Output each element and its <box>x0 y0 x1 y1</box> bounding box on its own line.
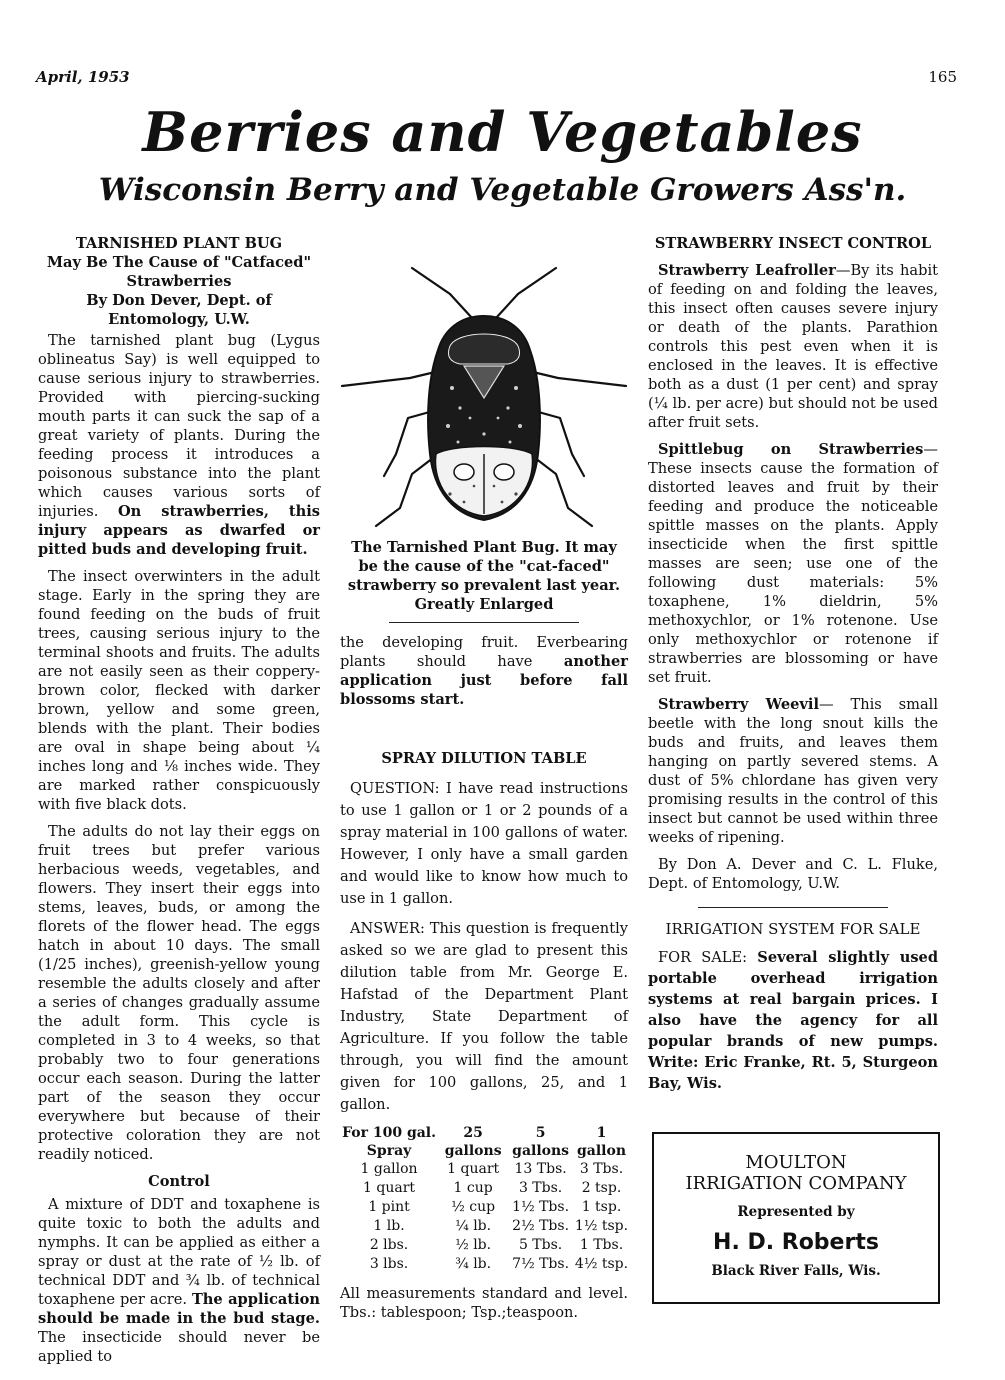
table-header: For 100 gal. Spray <box>342 1125 436 1159</box>
table-cell: 3 Tbs. <box>579 1161 624 1177</box>
paragraph-emphasis: another application just before fall blossoms start. <box>340 653 629 708</box>
section-heading-control: Control <box>148 1173 210 1190</box>
paragraph-emphasis: The application should be made in the bud stage. <box>38 1291 321 1327</box>
table-cell: 1½ tsp. <box>574 1218 629 1234</box>
page-number: 165 <box>928 68 957 86</box>
table-cell: 1 cup <box>453 1180 493 1196</box>
paragraph: The adults do not lay their eggs on fruit trees but prefer various herbacious weeds, vegetables, and flowers. They insert their eggs into stems, leaves, buds, or among the florets of the flower head. The eggs hatch in about 10 days. The small (1/25 inches), greenish-yellow young resemble the adults closely and after a series of changes gradually assume the adult form. This cycle is completed in 3 to 4 weeks, so that probably two to four generations occur each season. During the latter part of the season they occur everywhere but because of their protective coloration they are not readily noticed. <box>38 823 320 1163</box>
ad-location: Black River Falls, Wis. <box>711 1263 881 1279</box>
article-strawberry-insect-control <box>648 234 938 1102</box>
table-cell: 3 lbs. <box>369 1256 409 1272</box>
table-cell: 1 tsp. <box>581 1199 622 1215</box>
paragraph-text: the developing fruit. Everbearing plants should have <box>340 634 628 670</box>
paragraph <box>340 633 628 709</box>
page-subtitle: Wisconsin Berry and Vegetable Growers Ass'n. <box>98 172 907 208</box>
answer-paragraph: ANSWER: This question is frequently asked so we are glad to present this dilution table from Mr. George E. Hafstad of the Department Plant Industry, State Department of Agriculture. If you follow the table through, you will find the amount given for 100 gallons, 25, and 1 gallon. <box>340 920 628 1113</box>
ad-representative-name: H. D. Roberts <box>713 1230 879 1255</box>
table-cell: ½ cup <box>451 1199 496 1215</box>
paragraph-text: The insecticide should never be applied to <box>38 1329 320 1365</box>
table-row <box>340 1179 630 1198</box>
page-title: Berries and Vegetables <box>142 100 863 164</box>
figure-caption: The Tarnished Plant Bug. It may be the cause of the "cat-faced" strawberry so prevalent last year. <box>347 539 621 594</box>
table-cell: 1 gallon <box>360 1161 418 1177</box>
paragraph <box>38 331 320 559</box>
paragraph <box>648 695 938 847</box>
table-cell: 1 Tbs. <box>579 1237 624 1253</box>
paragraph-lead: Spittlebug on Strawberries <box>658 441 924 458</box>
table-header-row <box>340 1124 630 1160</box>
paragraph <box>648 440 938 687</box>
figure-caption-note: Greatly Enlarged <box>414 596 554 613</box>
classified-ad <box>648 947 938 1094</box>
table-cell: 4½ tsp. <box>574 1256 629 1272</box>
tarnished-plant-bug-illustration <box>340 258 628 548</box>
ad-represented-by: Represented by <box>737 1204 855 1220</box>
classified-lead: FOR SALE: <box>658 949 748 966</box>
classified-text: Several slightly used portable overhead irrigation systems at real bargain prices. I also have the agency for all popular brands of new pumps. Write: Eric Franke, Rt. 5, Sturgeon Bay, Wis. <box>648 949 939 1092</box>
bug-drawing <box>340 258 628 548</box>
spray-table-title: SPRAY DILUTION TABLE <box>381 750 587 767</box>
table-cell: 2½ Tbs. <box>512 1218 570 1234</box>
paragraph-text: —By its habit of feeding on and folding the leaves, this insect often causes severe injury or death of the plants. Parathion controls this pest even when it is enclosed in the leaves. It is effective both as a dust (1 per cent) and spray (¼ lb. per acre) but should not be used after fruit sets. <box>648 262 938 431</box>
table-row <box>340 1255 630 1274</box>
table-cell: 1½ Tbs. <box>512 1199 570 1215</box>
table-row <box>340 1160 630 1179</box>
article-title: TARNISHED PLANT BUG <box>75 235 283 252</box>
paragraph-text: The tarnished plant bug (Lygus oblineatus Say) is well equipped to cause serious injury to strawberries. Provided with piercing-sucking mouth parts it can suck the sap of a great variety of plants. During the feeding process it introduces a poisonous substance into the plant which causes various sorts of injuries. <box>38 332 320 520</box>
table-cell: 7½ Tbs. <box>512 1256 570 1272</box>
paragraph <box>648 261 938 432</box>
table-cell: ½ lb. <box>455 1237 492 1253</box>
paragraph <box>38 1195 320 1366</box>
spray-dilution-table <box>340 1124 630 1274</box>
paragraph-lead: Strawberry Weevil <box>658 696 819 713</box>
table-cell: 5 Tbs. <box>518 1237 563 1253</box>
paragraph-text: — These insects cause the formation of distorted leaves and fruit by their feeding and produce the noticeable spittle masses on the plants. Apply insecticide when the first spittle masses are seen; use one of the following dust materials: 5% toxaphene, 1% dieldrin, 5% methoxychlor, or 1% rotenone. Use only methoxychlor or rotenone if strawberries are blossoming or have set fruit. <box>648 441 938 686</box>
paragraph-emphasis: On strawberries, this injury appears as dwarfed or pitted buds and developing fruit. <box>38 503 320 558</box>
table-row <box>340 1217 630 1236</box>
classified-title: IRRIGATION SYSTEM FOR SALE <box>665 920 921 938</box>
paragraph-text: A mixture of DDT and toxaphene is quite toxic to both the adults and nymphs. It can be applied as either a spray or dust at the rate of ½ lb. of technical DDT and ¾ lb. of technical toxaphene per acre. <box>38 1196 320 1308</box>
table-cell: 13 Tbs. <box>514 1161 567 1177</box>
article-byline: By Don A. Dever and C. L. Fluke, Dept. of Entomology, U.W. <box>648 856 938 892</box>
table-cell: 1 quart <box>447 1161 500 1177</box>
table-row <box>340 1198 630 1217</box>
issue-date: April, 1953 <box>36 68 130 86</box>
table-cell: 2 tsp. <box>581 1180 622 1196</box>
moulton-irrigation-ad <box>652 1132 940 1304</box>
table-cell: 3 Tbs. <box>518 1180 563 1196</box>
table-cell: ¾ lb. <box>455 1256 492 1272</box>
article-subtitle: May Be The Cause of "Catfaced" Strawberries <box>46 254 312 290</box>
divider <box>389 622 579 623</box>
table-cell: 1 quart <box>363 1180 416 1196</box>
table-cell: ¼ lb. <box>455 1218 492 1234</box>
table-header: 25 gallons <box>444 1125 502 1159</box>
table-header: 1 gallon <box>577 1125 627 1159</box>
table-row <box>340 1236 630 1255</box>
table-cell: 1 pint <box>368 1199 410 1215</box>
table-header: 5 gallons <box>512 1125 570 1159</box>
ad-company-line2: IRRIGATION COMPANY <box>685 1173 907 1194</box>
divider <box>698 907 888 908</box>
ad-company-line1: MOULTON <box>745 1152 847 1173</box>
table-cell: 2 lbs. <box>369 1237 409 1253</box>
paragraph-text: — This small beetle with the long snout kills the buds and fruits, and leaves them hanging on partly severed stems. A dust of 5% chlordane has given very promising results in the control of this insect but cannot be used within three weeks of ripening. <box>648 696 938 846</box>
article-tarnished-plant-bug <box>38 234 320 1374</box>
paragraph-lead: Strawberry Leafroller <box>658 262 836 279</box>
article-byline: By Don Dever, Dept. of Entomology, U.W. <box>86 292 272 328</box>
table-cell: 1 lb. <box>373 1218 405 1234</box>
question-paragraph: QUESTION: I have read instructions to use 1 gallon or 1 or 2 pounds of a spray material in 100 gallons of water. However, I only have a small garden and would like to know how much to use in 1 gallon. <box>340 780 628 907</box>
article-title: STRAWBERRY INSECT CONTROL <box>654 235 932 252</box>
table-note: All measurements standard and level. Tbs.: tablespoon; Tsp.;teaspoon. <box>340 1285 628 1321</box>
paragraph: The insect overwinters in the adult stage. Early in the spring they are found feeding on the buds of fruit trees, causing serious injury to the terminal shoots and fruits. The adults are not easily seen as their coppery-brown color, flecked with darker brown, yellow and some green, blends with the plant. Their bodies are oval in shape being about ¼ inches long and ⅛ inches wide. They are marked rather conspicuously with five black dots. <box>38 568 320 813</box>
center-column <box>340 538 628 1330</box>
